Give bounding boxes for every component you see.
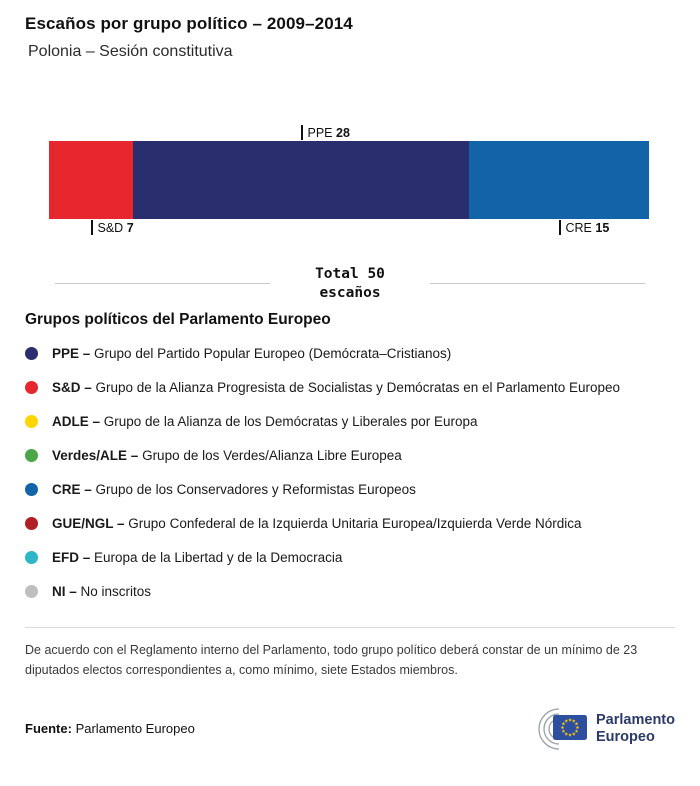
legend-label: ADLE – Grupo de la Alianza de los Demócratas y Liberales por Europa	[52, 414, 478, 430]
legend-label: S&D – Grupo de la Alianza Progresista de Socialistas y Demócratas en el Parlamento Europeo	[52, 380, 621, 396]
legend-label: EFD – Europa de la Libertad y de la Democracia	[52, 550, 343, 566]
tick-mark	[559, 220, 561, 235]
color-dot	[25, 551, 38, 564]
legend-item-adle	[25, 405, 675, 439]
total-seats-label	[270, 265, 430, 303]
bar-label-text	[98, 221, 134, 235]
group-abbr: PPE	[307, 125, 333, 140]
legend-item-verdes-ale	[25, 439, 675, 473]
legend-label: PPE – Grupo del Partido Popular Europeo (Demócrata–Cristianos)	[52, 346, 452, 362]
tick-mark	[301, 125, 303, 140]
color-dot	[25, 381, 38, 394]
seat-count: 7	[126, 220, 134, 235]
legend-label: Verdes/ALE – Grupo de los Verdes/Alianza Libre Europea	[52, 448, 402, 464]
divider-line	[25, 627, 675, 628]
tick-mark	[91, 220, 93, 235]
stacked-bar	[49, 141, 649, 219]
bar-label-ppe	[301, 125, 350, 140]
bar-segment-cre	[469, 141, 649, 219]
bar-label-text	[308, 126, 350, 140]
color-dot	[25, 585, 38, 598]
color-dot	[25, 449, 38, 462]
legend-item-gue-ngl	[25, 507, 675, 541]
european-parliament-logo	[523, 706, 675, 752]
bar-segment-sd	[49, 141, 133, 219]
footnote-text: De acuerdo con el Reglamento interno del Parlamento, todo grupo político deberá constar de un mínimo de 23 diputados electos correspondientes a, como mínimo, siete Estados miembros.	[25, 642, 638, 677]
logo-wordmark: Parlamento Europeo	[596, 712, 675, 745]
bar-label-sd	[91, 220, 134, 235]
color-dot	[25, 483, 38, 496]
color-dot	[25, 415, 38, 428]
legend-label: NI – No inscritos	[52, 584, 152, 600]
eu-flag-hemicycle-icon	[523, 706, 587, 752]
color-dot	[25, 347, 38, 360]
source-label: Fuente:	[25, 721, 72, 737]
legend-list	[25, 337, 675, 609]
legend-item-ni	[25, 575, 675, 609]
source-line	[25, 721, 195, 736]
group-abbr: S&D	[97, 220, 124, 235]
group-abbr: CRE	[565, 220, 592, 235]
rule-left	[55, 283, 270, 284]
legend-item-efd	[25, 541, 675, 575]
seat-bar-chart	[49, 125, 649, 235]
total-line-1: Total 50	[315, 266, 385, 282]
footer	[25, 706, 675, 752]
rule-right	[430, 283, 645, 284]
page-title: Escaños por grupo político – 2009–2014	[25, 14, 353, 33]
color-dot	[25, 517, 38, 530]
legend-heading: Grupos políticos del Parlamento Europeo	[25, 310, 331, 328]
legend-item-cre	[25, 473, 675, 507]
bar-segment-ppe	[133, 141, 469, 219]
legend-item-sd	[25, 371, 675, 405]
legend-item-ppe	[25, 337, 675, 371]
legend-label: GUE/NGL – Grupo Confederal de la Izquierda Unitaria Europea/Izquierda Verde Nórdica	[52, 516, 582, 532]
source-value: Parlamento Europeo	[75, 721, 195, 737]
page-subtitle: Polonia – Sesión constitutiva	[28, 43, 233, 60]
bar-label-cre	[559, 220, 609, 235]
total-line-2: escaños	[319, 284, 381, 301]
seat-count: 15	[595, 220, 610, 235]
legend-label: CRE – Grupo de los Conservadores y Reformistas Europeos	[52, 482, 416, 498]
total-seats-divider	[55, 265, 645, 303]
seat-count: 28	[336, 125, 350, 140]
bar-label-text	[566, 221, 610, 235]
